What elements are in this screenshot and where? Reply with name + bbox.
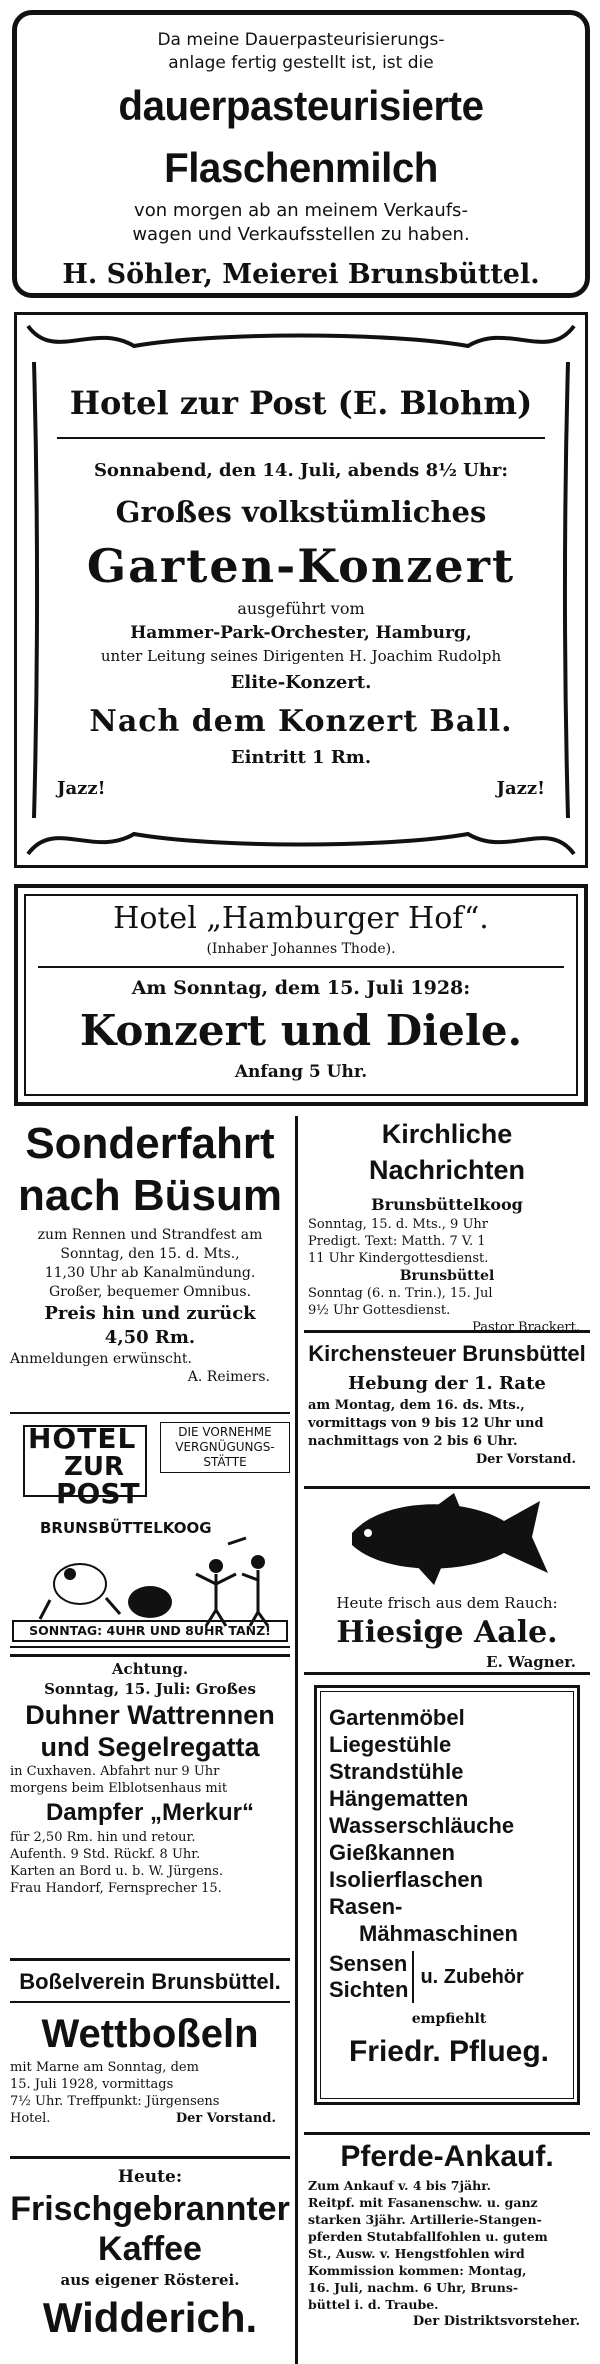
- garden-item-5: Gießkannen: [329, 1840, 455, 1865]
- busum-text: zum Rennen und Strandfest am Sonntag, den 15. d. Mts., 11,30 Uhr ab Kanalmündung. Großer, bequemer Omnibus.: [37, 1227, 263, 1300]
- garden-item-1: Liegestühle: [329, 1732, 452, 1757]
- post-line-a: Großes volkstümliches: [115, 495, 487, 529]
- ad-hiesige-aale: [304, 1486, 590, 1671]
- hof-title: Hotel „Hamburger Hof“.: [113, 901, 489, 936]
- bossel-title: Boßelverein Brunsbüttel.: [19, 1969, 281, 1994]
- busum-headline-2: nach Büsum: [17, 1171, 283, 1220]
- garden-zubehoer: u. Zubehör: [420, 1965, 524, 1988]
- ad-duhner-wattrennen: [10, 1654, 290, 1954]
- post-ball: Nach dem Konzert Ball.: [89, 704, 513, 739]
- church-title: Kirchliche Nachrichten: [368, 1119, 526, 1185]
- milk-headline: dauerpasteurisierte Flaschenmilch: [118, 82, 484, 191]
- ad-pferde-ankauf: [304, 2132, 590, 2364]
- ad-garten-konzert: [14, 312, 588, 868]
- post-headline: Garten-Konzert: [86, 539, 516, 593]
- drawing-hotel: HOTEL: [28, 1422, 137, 1455]
- hof-owner: (Inhaber Johannes Thode).: [206, 941, 396, 957]
- church-place-2: Brunsbüttel: [399, 1268, 495, 1284]
- garden-item-4: Wasserschläuche: [329, 1813, 515, 1838]
- hof-start: Anfang 5 Uhr.: [234, 1062, 368, 1082]
- drawing-tagline: DIE VORNEHME VERGNÜGUNGS- STÄTTE: [160, 1422, 290, 1473]
- divider: [38, 966, 564, 968]
- garden-item-6: Isolierflaschen: [329, 1867, 484, 1892]
- fish-icon: [304, 1493, 590, 1593]
- post-conductor: unter Leitung seines Dirigenten H. Joachim Rudolph: [100, 647, 502, 665]
- divider: [57, 437, 545, 439]
- tax-signature: Der Vorstand.: [475, 1452, 576, 1467]
- ad-hotel-post-tanz: [10, 1412, 290, 1648]
- garden-sensen: Sensen: [329, 1951, 408, 1976]
- watt-signature: Frau Handorf, Fernsprecher 15.: [10, 1881, 222, 1896]
- column-divider: [295, 1116, 298, 2364]
- horse-text: Zum Ankauf v. 4 bis 7jähr. Reitpf. mit Fasanenschw. u. ganz starken 3jähr. Artillerie-Stangen- pferden Stutabfallfohlen u. gutem St., Ausw. v. Hengstfohlen wird Kommission kommen: Montag, 16. Juli, nachm. 6 Uhr, Bruns- büttel i. d. Traube.: [308, 2178, 548, 2312]
- hof-headline: Konzert und Diele.: [79, 1006, 523, 1055]
- drawing-footer: SONNTAG: 4UHR UND 8UHR TANZ!: [12, 1620, 288, 1642]
- watt-text-1: in Cuxhaven. Abfahrt nur 9 Uhr morgens beim Elblotsenhaus mit: [10, 1764, 228, 1796]
- busum-price: Preis hin und zurück: [44, 1303, 256, 1324]
- tax-subtitle: Hebung der 1. Rate: [348, 1373, 546, 1394]
- ad-kirchensteuer: [304, 1330, 590, 1480]
- busum-signature: A. Reimers.: [187, 1369, 270, 1385]
- garden-sichten: Sichten: [329, 1977, 409, 2002]
- milk-intro: Da meine Dauerpasteurisierungs- anlage fertig gestellt ist, ist die: [157, 30, 445, 73]
- tax-text: am Montag, dem 16. ds. Mts., vormittags von 9 bis 12 Uhr und nachmittags von 2 bis 6 Uhr.: [308, 1398, 544, 1449]
- inner-border: [320, 1691, 574, 2099]
- bossel-headline: Wettboßeln: [41, 2012, 259, 2056]
- ad-kaffee: [10, 2156, 290, 2364]
- busum-headline-1: Sonderfahrt: [25, 1119, 275, 1168]
- post-date-line: Sonnabend, den 14. Juli, abends 8½ Uhr:: [93, 460, 509, 481]
- church-text-2: Sonntag (6. n. Trin.), 15. Jul 9½ Uhr Gottesdienst.: [308, 1286, 493, 1318]
- garden-item-8: Mähmaschinen: [359, 1921, 518, 1946]
- coffee-headline-2: Kaffee: [98, 2230, 202, 2268]
- tax-title: Kirchensteuer Brunsbüttel: [308, 1341, 586, 1366]
- ad-bosselverein: [10, 1958, 290, 2152]
- garden-signature: Friedr. Pflueg.: [348, 2035, 550, 2068]
- drawing-place: BRUNSBÜTTELKOOG: [40, 1519, 212, 1537]
- garden-item-3: Hängematten: [329, 1786, 469, 1811]
- garden-item-2: Strandstühle: [329, 1759, 464, 1784]
- watt-text-2: für 2,50 Rm. hin und retour. Aufenth. 9 Std. Rückf. 8 Uhr. Karten an Bord u. b. W. Jürgens.: [10, 1830, 223, 1879]
- busum-register: Anmeldungen erwünscht.: [10, 1351, 192, 1367]
- church-place: Brunsbüttelkoog: [371, 1195, 523, 1214]
- post-elite: Elite-Konzert.: [230, 672, 372, 693]
- divider: [10, 2001, 290, 2003]
- ad-friedr-pflueg: [304, 1672, 590, 2126]
- coffee-signature: Widderich.: [42, 2294, 258, 2341]
- ad-hamburger-hof: [14, 884, 588, 1106]
- watt-attention: Achtung.: [111, 1660, 189, 1678]
- ad-kirchliche-nachrichten: [304, 1116, 590, 1335]
- ad-sonderfahrt: [10, 1116, 290, 1400]
- drawing-post: POST: [56, 1477, 140, 1510]
- watt-headline-2: und Segelregatta: [40, 1732, 260, 1762]
- bossel-signature: Der Vorstand.: [175, 2111, 276, 2126]
- coffee-today: Heute:: [117, 2167, 183, 2187]
- coffee-headline-1: Frischgebrannter: [10, 2190, 290, 2228]
- post-orchestra: Hammer-Park-Orchester, Hamburg,: [130, 623, 472, 643]
- church-signature: Pastor Brackert.: [472, 1320, 580, 1335]
- milk-availability: von morgen ab an meinem Verkaufs- wagen und Verkaufsstellen zu haben.: [132, 200, 470, 245]
- drawing-zur: ZUR: [64, 1452, 124, 1482]
- busum-amount: 4,50 Rm.: [104, 1327, 196, 1348]
- coffee-source: aus eigener Rösterei.: [60, 2271, 240, 2289]
- horse-signature: Der Distriktsvorsteher.: [412, 2314, 580, 2329]
- eel-headline: Hiesige Aale.: [336, 1615, 558, 1650]
- watt-date-line: Sonntag, 15. Juli: Großes: [44, 1680, 256, 1698]
- watt-headline-1: Duhner Wattrennen: [25, 1700, 275, 1730]
- post-jazz-left: Jazz!: [57, 778, 106, 799]
- milk-signature: H. Söhler, Meierei Brunsbüttel.: [62, 259, 540, 290]
- church-text-1: Sonntag, 15. d. Mts., 9 Uhr Predigt. Text: Matth. 7 V. 1 11 Uhr Kindergottesdienst.: [308, 1217, 489, 1266]
- post-title: Hotel zur Post (E. Blohm): [69, 384, 533, 422]
- ad-flaschenmilch: [12, 10, 590, 298]
- post-entry: Eintritt 1 Rm.: [230, 747, 372, 768]
- post-jazz-right: Jazz!: [496, 778, 545, 799]
- post-performed-by: ausgeführt vom: [237, 599, 365, 618]
- eel-line: Heute frisch aus dem Rauch:: [336, 1594, 558, 1612]
- horse-headline: Pferde-Ankauf.: [340, 2140, 554, 2173]
- garden-item-0: Gartenmöbel: [329, 1705, 465, 1730]
- eel-signature: E. Wagner.: [486, 1653, 576, 1671]
- bossel-text: mit Marne am Sonntag, dem 15. Juli 1928, vormittags 7½ Uhr. Treffpunkt: Jürgensens Hotel.: [10, 2060, 220, 2126]
- garden-item-7: Rasen-: [329, 1894, 403, 1919]
- watt-steamer: Dampfer „Merkur“: [45, 1799, 255, 1826]
- hof-date-line: Am Sonntag, dem 15. Juli 1928:: [131, 977, 471, 999]
- garden-recommends: empfiehlt: [411, 2011, 487, 2027]
